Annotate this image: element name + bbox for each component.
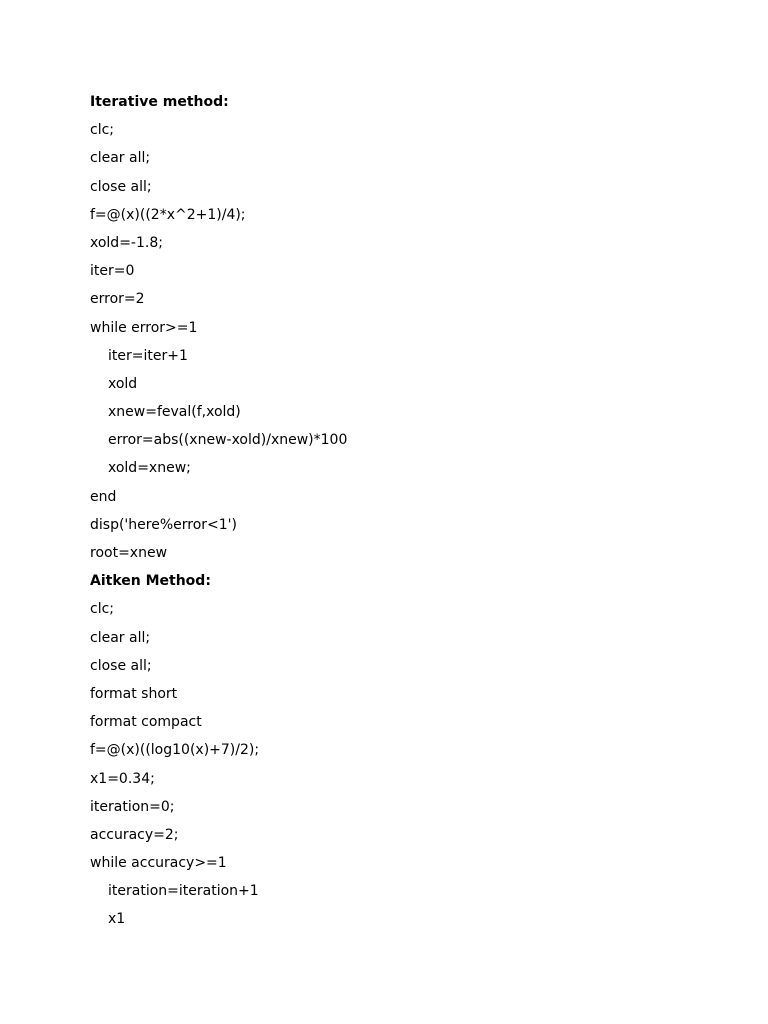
code-line: xold=-1.8; xyxy=(90,234,163,251)
code-line: format compact xyxy=(90,714,202,731)
code-line: clear all; xyxy=(90,150,151,167)
code-line-indented: xold xyxy=(108,375,138,392)
code-line: format short xyxy=(90,685,178,702)
code-line-indented: iter=iter+1 xyxy=(108,347,188,364)
code-line: error=2 xyxy=(90,291,145,308)
code-line: while accuracy>=1 xyxy=(90,855,227,872)
code-line: x1=0.34; xyxy=(90,770,155,787)
code-line: clc; xyxy=(90,601,115,618)
code-line: clear all; xyxy=(90,629,151,646)
code-line: disp('here%error<1') xyxy=(90,516,237,533)
code-line: close all; xyxy=(90,178,152,195)
section-heading-aitken-method: Aitken Method: xyxy=(90,573,211,590)
code-line: iter=0 xyxy=(90,263,135,280)
code-line-indented: iteration=iteration+1 xyxy=(108,883,259,900)
code-line-indented: x1 xyxy=(108,911,126,928)
code-line: clc; xyxy=(90,122,115,139)
code-line: root=xnew xyxy=(90,545,168,561)
code-line-indented: error=abs((xnew-xold)/xnew)*100 xyxy=(108,432,348,449)
code-line: end xyxy=(90,488,117,505)
code-line: f=@(x)((2*x^2+1)/4); xyxy=(90,206,246,223)
code-line: iteration=0; xyxy=(90,798,175,815)
code-line-indented: xold=xnew; xyxy=(108,460,191,477)
section-heading-iterative-method: Iterative method: xyxy=(90,94,229,110)
code-line: while error>=1 xyxy=(90,319,198,336)
code-listing xyxy=(90,88,710,934)
code-line: accuracy=2; xyxy=(90,826,179,843)
code-line: close all; xyxy=(90,657,152,674)
code-line: f=@(x)((log10(x)+7)/2); xyxy=(90,742,260,759)
code-line-indented: xnew=feval(f,xold) xyxy=(108,404,241,421)
